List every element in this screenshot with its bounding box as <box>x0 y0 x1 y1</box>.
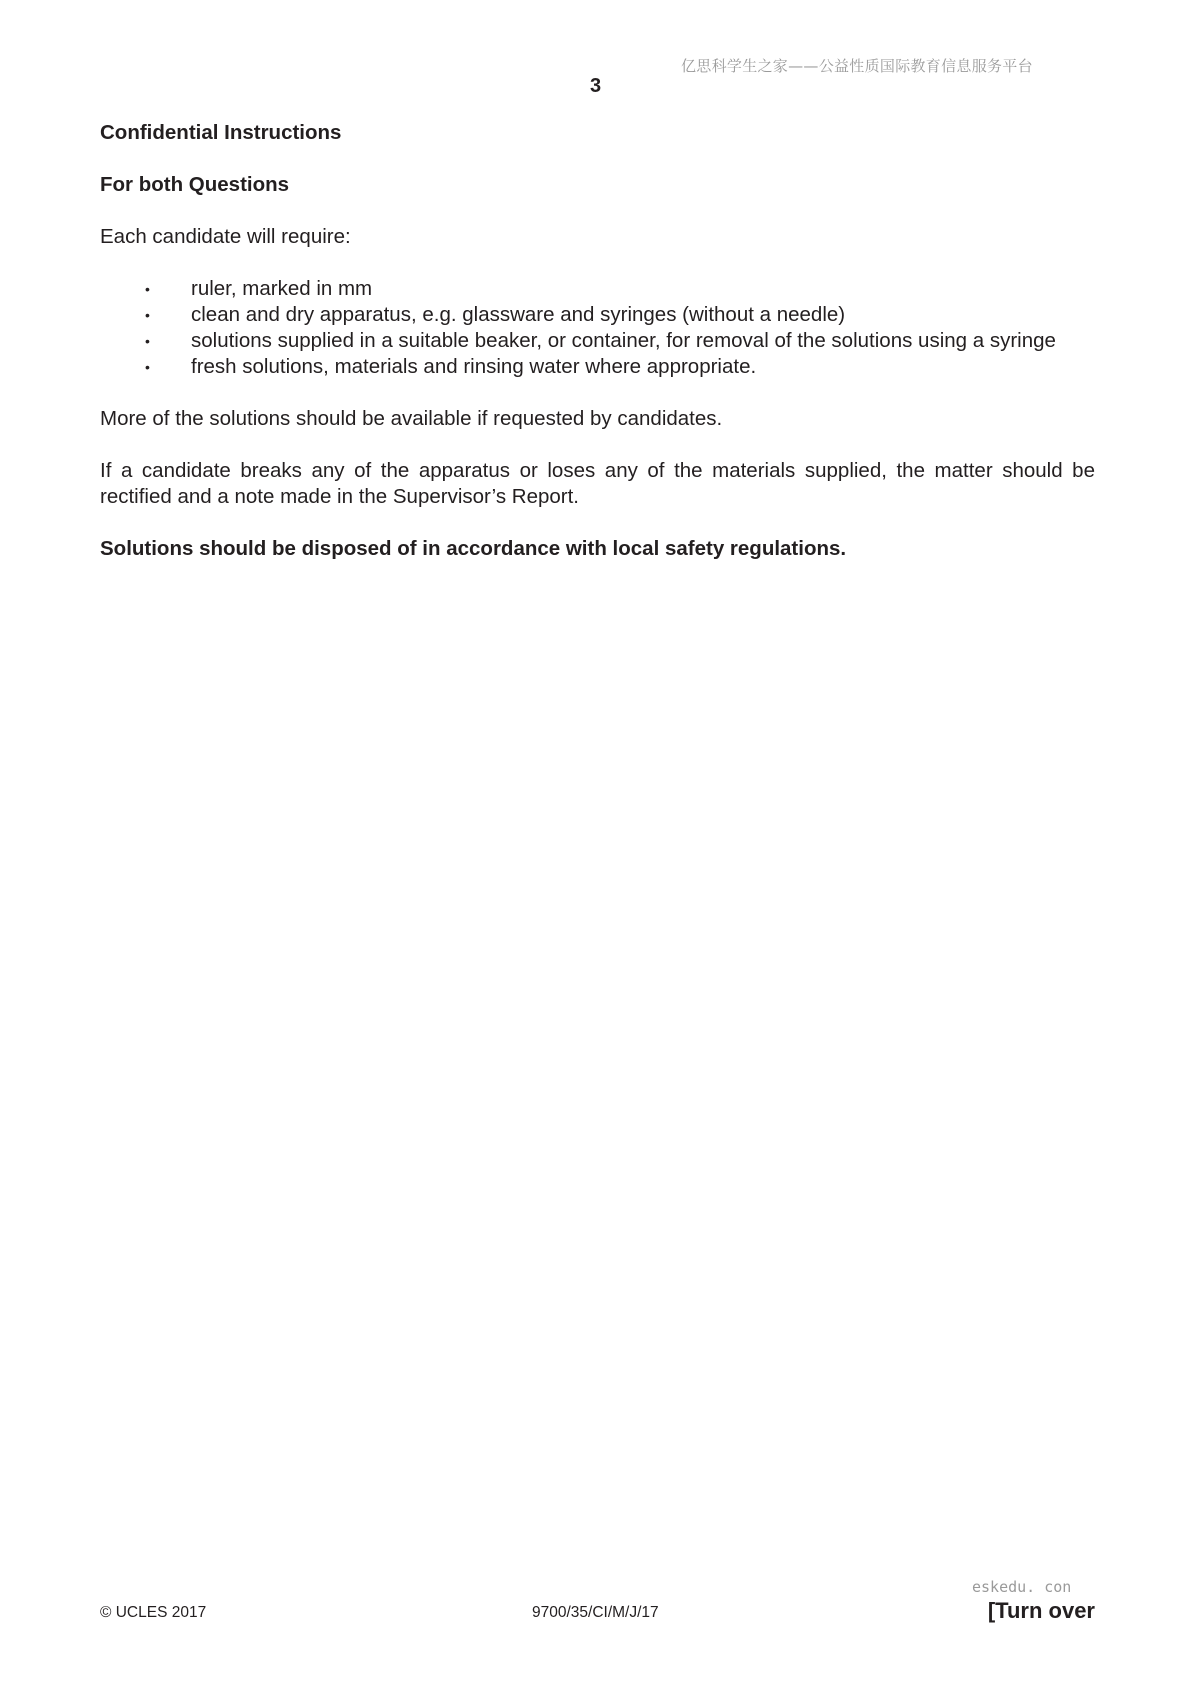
page-number: 3 <box>589 75 602 97</box>
footer-copyright: © UCLES 2017 <box>100 1604 207 1621</box>
breakage-paragraph: If a candidate breaks any of the apparatus or loses any of the materials supplied, the matter should be rectified and a note made in the Supervisor’s Report. <box>100 459 1095 508</box>
intro-text: Each candidate will require: <box>100 225 351 248</box>
list-item-text: solutions supplied in a suitable beaker, or container, for removal of the solutions using a syringe <box>191 329 1056 352</box>
list-item-text: fresh solutions, materials and rinsing water where appropriate. <box>191 355 757 378</box>
bullet-icon: • <box>145 359 150 375</box>
bullet-icon: • <box>145 307 150 323</box>
bullet-icon: • <box>145 281 150 297</box>
list-item-text: clean and dry apparatus, e.g. glassware and syringes (without a needle) <box>191 303 846 326</box>
footer-turn-over: [Turn over <box>987 1598 1095 1623</box>
bullet-icon: • <box>145 333 150 349</box>
availability-paragraph: More of the solutions should be available if requested by candidates. <box>100 407 723 430</box>
list-item <box>100 302 1095 328</box>
heading-confidential-instructions: Confidential Instructions <box>100 121 342 144</box>
list-item <box>100 354 1095 380</box>
watermark-footer: eskedu. con <box>972 1578 1072 1596</box>
list-item <box>100 276 1095 302</box>
requirements-list <box>100 276 1095 380</box>
safety-note: Solutions should be disposed of in accordance with local safety regulations. <box>100 537 847 560</box>
heading-for-both-questions: For both Questions <box>100 173 290 196</box>
footer-document-code: 9700/35/CI/M/J/17 <box>532 1604 659 1621</box>
document-body <box>100 120 1095 588</box>
list-item-text: ruler, marked in mm <box>191 277 373 300</box>
watermark-header: 亿思科学生之家——公益性质国际教育信息服务平台 <box>681 57 1033 75</box>
list-item <box>100 328 1095 354</box>
